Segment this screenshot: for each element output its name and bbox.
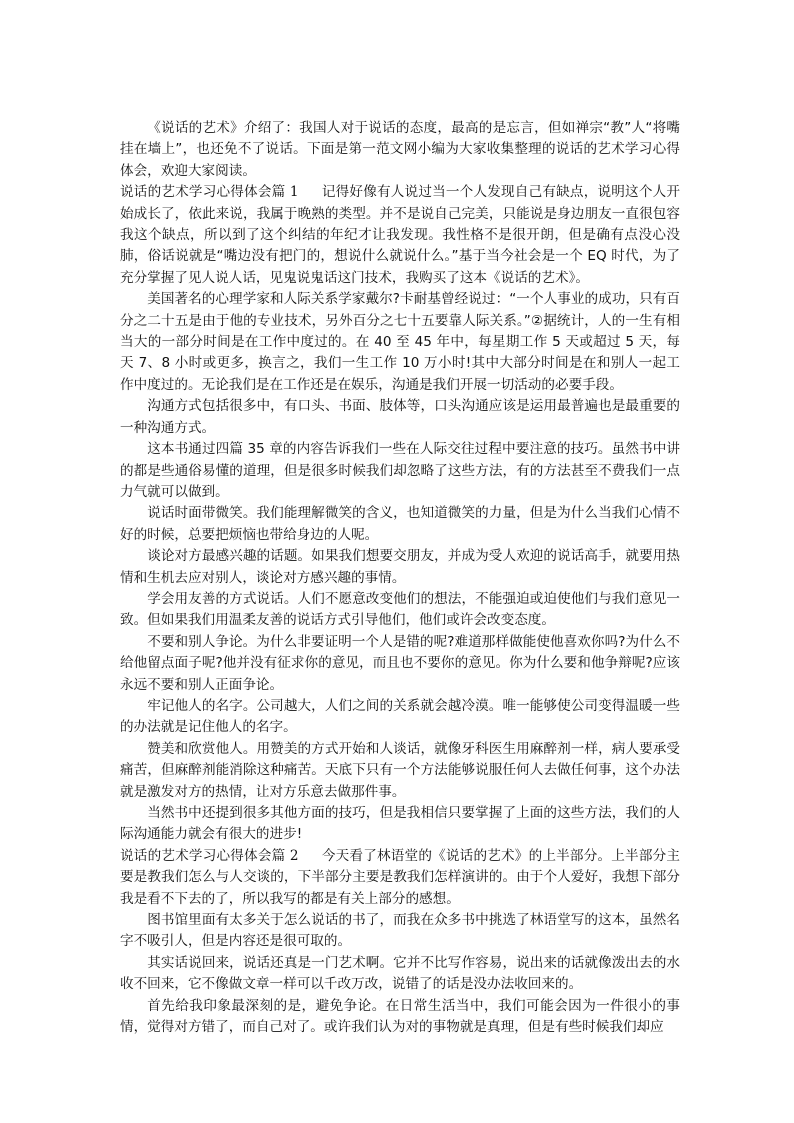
body-paragraph: 图书馆里面有太多关于怎么说话的书了，而我在众多书中挑选了林语堂写的这本，虽然名字不吸引人，但是内容还是很可取的。 (120, 912, 680, 950)
body-paragraph: 学会用友善的方式说话。人们不愿意改变他们的想法，不能强迫或迫使他们与我们意见一致。但如果我们用温柔友善的说话方式引导他们，他们或许会改变态度。 (120, 590, 680, 629)
body-paragraph: 赞美和欣赏他人。用赞美的方式开始和人谈话，就像牙科医生用麻醉剂一样，病人要承受痛苦，但麻醉剂能消除这种痛苦。天底下只有一个方法能够说服任何人去做任何事，这个办法就是激发对方的热情，让对方乐意去做那件事。 (120, 740, 680, 800)
section-2-paragraph (120, 846, 680, 910)
body-paragraph: 首先给我印象最深刻的是，避免争论。在日常生活当中，我们可能会因为一件很小的事情，觉得对方错了，而自己对了。或许我们认为对的事物就是真理，但是有些时候我们却应 (120, 997, 680, 1036)
body-paragraph: 沟通方式包括很多中，有口头、书面、肢体等，口头沟通应该是运用最普遍也是最重要的一种沟通方式。 (120, 398, 680, 436)
body-paragraph: 说话时面带微笑。我们能理解微笑的含义，也知道微笑的力量，但是为什么当我们心情不好的时候，总要把烦恼也带给身边的人呢。 (120, 505, 680, 543)
body-paragraph: 美国著名的心理学家和人际关系学家戴尔?卡耐基曾经说过：“一个人事业的成功，只有百分之二十五是由于他的专业技术，另外百分之七十五要靠人际关系。”②据统计，人的一生有相当大的一部分时间是在工作中度过的。在 40 至 45 年中，每星期工作 5 天或超过 5 天，每天 7、8 小时或更多，换言之，我们一生工作 10 万小时!其中大部分时间是在和别人一起工作中度过的。无论我们是在工作还是在娱乐，沟通是我们开展一切活动的必要手段。 (120, 291, 680, 393)
body-paragraph: 不要和别人争论。为什么非要证明一个人是错的呢?难道那样做能使他喜欢你吗?为什么不给他留点面子呢?他并没有征求你的意见，而且也不要你的意见。你为什么要和他争辩呢?应该永远不要和别人正面争论。 (120, 633, 680, 693)
section-1-title: 说话的艺术学习心得体会篇 1 (120, 184, 299, 201)
body-paragraph: 当然书中还提到很多其他方面的技巧，但是我相信只要掌握了上面的这些方法，我们的人际沟通能力就会有很大的进步! (120, 805, 680, 843)
section-1-text: 记得好像有人说过当一个人发现自己有缺点，说明这个人开始成长了，依此来说，我属于晚熟的类型。并不是说自己完美，只能说是身边朋友一直很包容我这个缺点，所以到了这个纠结的年纪才让我发现。我性格不是很开朗，但是确有点没心没肺，俗话说就是“嘴边没有把门的，想说什么就说什么。”基于当今社会是一个 EQ 时代，为了充分掌握了见人说人话，见鬼说鬼话这门技术，我购买了这本《说话的艺术》。 (120, 184, 680, 286)
body-paragraph: 谈论对方最感兴趣的话题。如果我们想要交朋友，并成为受人欢迎的说话高手，就要用热情和生机去应对别人，谈论对方感兴趣的事情。 (120, 548, 680, 586)
intro-paragraph: 《说话的艺术》介绍了：我国人对于说话的态度，最高的是忘言，但如禅宗“教”人“将嘴挂在墙上”，也还免不了说话。下面是第一范文网小编为大家收集整理的说话的艺术学习心得体会，欢迎大家阅读。 (120, 120, 680, 179)
document-page (120, 118, 680, 1038)
body-paragraph: 其实话说回来，说话还真是一门艺术啊。它并不比写作容易，说出来的话就像泼出去的水收不回来，它不像做文章一样可以千改万改，说错了的话是没办法收回来的。 (120, 954, 680, 993)
body-paragraph: 这本书通过四篇 35 章的内容告诉我们一些在人际交往过程中要注意的技巧。虽然书中讲的都是些通俗易懂的道理，但是很多时候我们却忽略了这些方法，有的方法甚至不费我们一点力气就可以做到。 (120, 441, 680, 500)
body-paragraph: 牢记他人的名字。公司越大，人们之间的关系就会越冷漠。唯一能够使公司变得温暖一些的办法就是记住他人的名字。 (120, 697, 680, 736)
section-2-text: 今天看了林语堂的《说话的艺术》的上半部分。上半部分主要是教我们怎么与人交谈的，下半部分主要是教我们怎样演讲的。由于个人爱好，我想下部分我是看不下去的了，所以我写的都是有关上部分的感想。 (120, 847, 680, 907)
section-2-title: 说话的艺术学习心得体会篇 2 (120, 847, 299, 864)
section-1-paragraph (120, 182, 680, 289)
